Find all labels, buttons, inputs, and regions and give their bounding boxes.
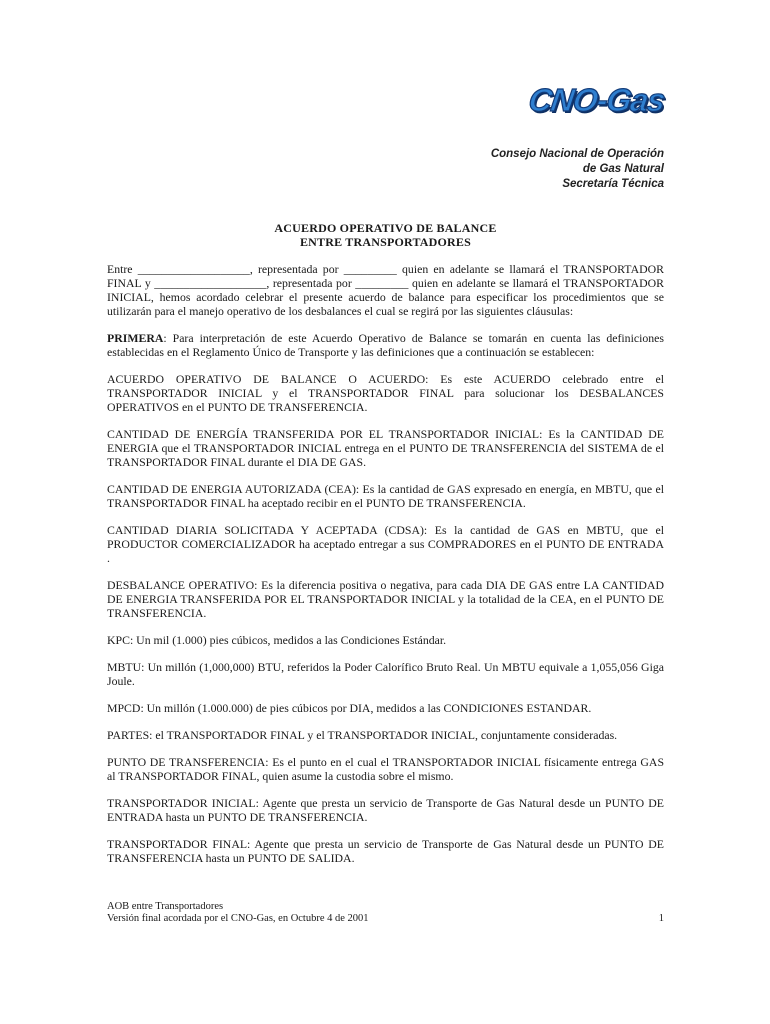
definition-mbtu: MBTU: Un millón (1,000,000) BTU, referidos la Poder Calorífico Bruto Real. Un MBTU equivale a 1,055,056 Giga Joule. [107,660,664,688]
intro-paragraph: Entre ___________________, representada por _________ quien en adelante se llamará el TRANSPORTADOR FINAL y ___________________, representada por _________ quien en adelante se llamará el TRANSPORTADOR INICIAL, hemos acordado celebrar el presente acuerdo de balance para especificar los procedimientos que se utilizarán para el manejo operativo de los desbalances el cual se regirá por las siguientes cláusulas: [107,262,664,318]
page-footer [107,901,664,925]
org-line-1: Consejo Nacional de Operación [490,148,664,160]
cno-gas-logo: CNO-Gas [526,82,667,118]
definition-cea: CANTIDAD DE ENERGIA AUTORIZADA (CEA): Es la cantidad de GAS expresado en energía, en MBTU, que el TRANSPORTADOR FINAL ha aceptado recibir en el PUNTO DE TRANSFERENCIA. [107,482,664,510]
primera-paragraph [107,331,664,359]
page-number: 1 [658,913,664,924]
definition-punto-transferencia: PUNTO DE TRANSFERENCIA: Es el punto en el cual el TRANSPORTADOR INICIAL físicamente entrega GAS al TRANSPORTADOR FINAL, quien asume la custodia sobre el mismo. [107,755,664,783]
org-line-2: de Gas Natural [582,163,664,175]
definition-mpcd: MPCD: Un millón (1.000.000) de pies cúbicos por DIA, medidos a las CONDICIONES ESTANDAR. [107,701,592,715]
definition-transportador-final: TRANSPORTADOR FINAL: Agente que presta un servicio de Transporte de Gas Natural desde un PUNTO DE TRANSFERENCIA hasta un PUNTO DE SALIDA. [107,837,664,865]
primera-text: : Para interpretación de este Acuerdo Operativo de Balance se tomarán en cuenta las definiciones establecidas en el Reglamento Único de Transporte y las definiciones que a continuación se establecen: [107,331,664,359]
definition-desbalance: DESBALANCE OPERATIVO: Es la diferencia positiva o negativa, para cada DIA DE GAS entre LA CANTIDAD DE ENERGIA TRANSFERIDA POR EL TRANSPORTADOR INICIAL y la totalidad de la CEA, en el PUNTO DE TRANSFERENCIA. [107,578,664,620]
org-line-3: Secretaría Técnica [562,178,664,190]
definition-kpc: KPC: Un mil (1.000) pies cúbicos, medidos a las Condiciones Estándar. [107,633,447,647]
definition-energia-transferida: CANTIDAD DE ENERGÍA TRANSFERIDA POR EL TRANSPORTADOR INICIAL: Es la CANTIDAD DE ENERGIA que el TRANSPORTADOR INICIAL entrega en el PUNTO DE TRANSFERENCIA del SISTEMA de el TRANSPORTADOR FINAL durante el DIA DE GAS. [107,427,664,469]
title-line-2: ENTRE TRANSPORTADORES [299,235,472,249]
primera-label: PRIMERA [107,331,164,345]
document-body [107,262,664,878]
footer-line-1: AOB entre Transportadores [107,901,224,912]
footer-line-2: Versión final acordada por el CNO-Gas, en Octubre 4 de 2001 [107,913,369,924]
definition-acuerdo: ACUERDO OPERATIVO DE BALANCE O ACUERDO: Es este ACUERDO celebrado entre el TRANSPORTADOR INICIAL y el TRANSPORTADOR FINAL para solucionar los DESBALANCES OPERATIVOS en el PUNTO DE TRANSFERENCIA. [107,372,664,414]
organization-header [491,147,664,192]
document-title [107,221,664,249]
definition-transportador-inicial: TRANSPORTADOR INICIAL: Agente que presta un servicio de Transporte de Gas Natural desde un PUNTO DE ENTRADA hasta un PUNTO DE TRANSFERENCIA. [107,796,664,824]
title-line-1: ACUERDO OPERATIVO DE BALANCE [274,221,497,235]
definition-cdsa: CANTIDAD DIARIA SOLICITADA Y ACEPTADA (CDSA): Es la cantidad de GAS en MBTU, que el PRODUCTOR COMERCIALIZADOR ha aceptado entregar a sus COMPRADORES en el PUNTO DE ENTRADA . [107,523,664,565]
definition-partes: PARTES: el TRANSPORTADOR FINAL y el TRANSPORTADOR INICIAL, conjuntamente consideradas. [107,728,618,742]
